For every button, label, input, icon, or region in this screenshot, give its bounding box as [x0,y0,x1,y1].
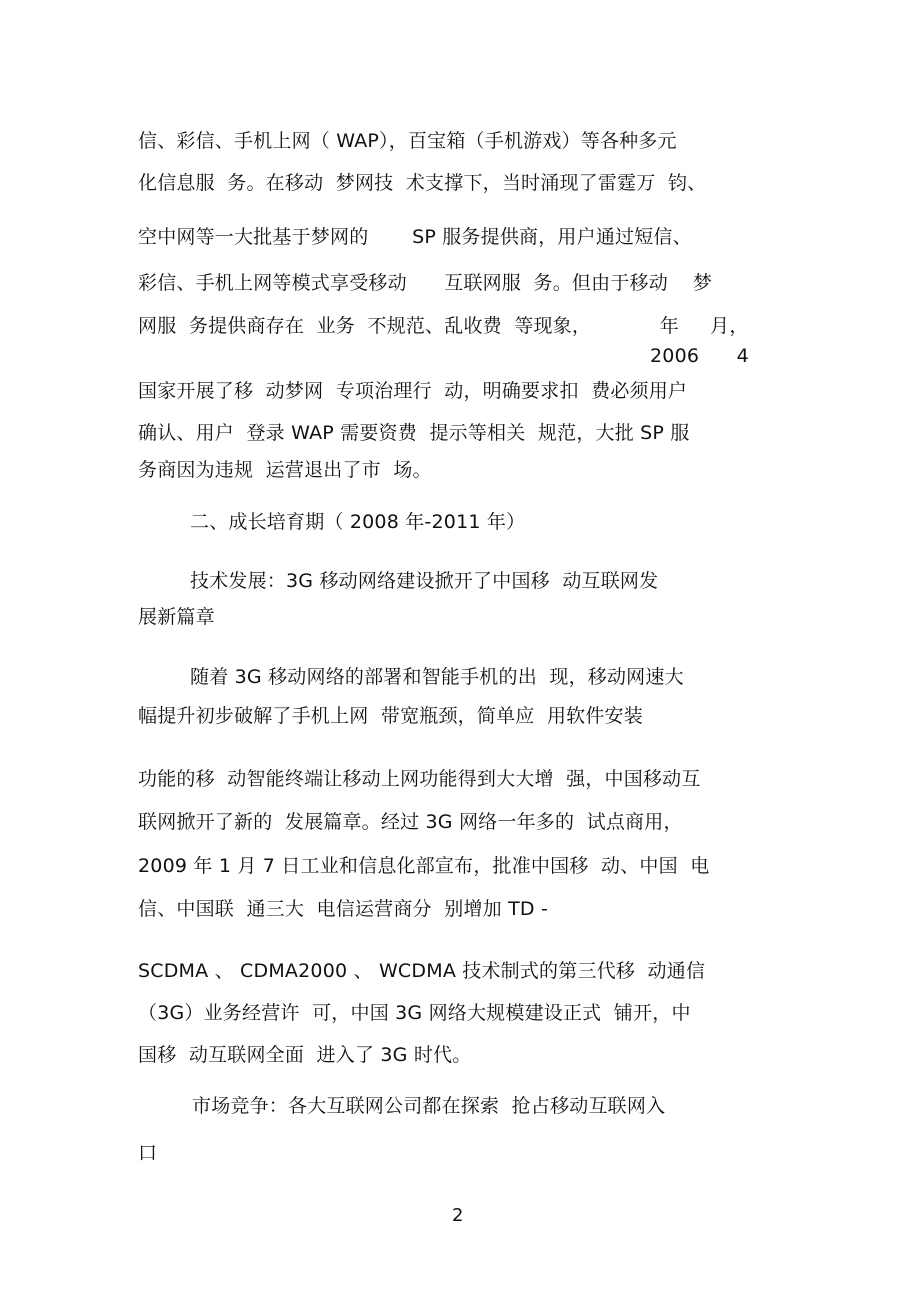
body-text-line: 空中网等一大批基于梦网的 SP 服务提供商，用户通过短信、 [138,226,692,248]
subheading-line: 展新篇章 [138,606,215,628]
page-number: 2 [452,1205,464,1226]
body-text-line: 确认、用户 登录 WAP 需要资费 提示等相关 规范，大批 SP 服 [138,422,690,444]
body-text-line: 国移 动互联网全面 进入了 3G 时代。 [138,1044,472,1066]
body-text-line: 信、中国联 通三大 电信运营商分 别增加 TD - [138,898,549,920]
section-heading: 二、成长培育期（ 2008 年-2011 年） [190,511,526,533]
body-text-line: 信、彩信、手机上网（ WAP），百宝箱（手机游戏）等各种多元 [138,130,677,152]
body-text-line: 务商因为违规 运营退出了市 场。 [138,459,432,481]
body-text-line: （3G）业务经营许 可，中国 3G 网络大规模建设正式 铺开，中 [138,1002,691,1024]
body-text-line: 化信息服 务。在移动 梦网技 术支撑下，当时涌现了雷霆万 钧、 [138,172,707,194]
subheading-line: 口 [138,1142,158,1164]
body-text-line: 幅提升初步破解了手机上网 带宽瓶颈，简单应 用软件安装 [138,705,643,727]
subheading-line: 技术发展：3G 移动网络建设掀开了中国移 动互联网发 [190,570,659,592]
body-text-line: SCDMA 、 CDMA2000 、 WCDMA 技术制式的第三代移 动通信 [138,960,706,982]
body-text-line: 联网掀开了新的 发展篇章。经过 3G 网络一年多的 试点商用， [138,811,683,833]
body-text-line: 随着 3G 移动网络的部署和智能手机的出 现，移动网速大 [190,666,684,688]
body-text-line: 功能的移 动智能终端让移动上网功能得到大大增 强，中国移动互 [138,768,701,790]
body-text-line: 网服 务提供商存在 业务 不规范、乱收费 等现象， 年 月， [138,315,749,337]
body-text-line: 2009 年 1 月 7 日工业和信息化部宣布，批准中国移 动、中国 电 [138,855,710,877]
body-text-line: 2006 4 [650,345,749,367]
body-text-line: 彩信、手机上网等模式享受移动 互联网服 务。但由于移动 梦 [138,272,713,294]
body-text-line: 国家开展了移 动梦网 专项治理行 动，明确要求扣 费必须用户 [138,380,688,402]
subheading-line: 市场竞争：各大互联网公司都在探索 抢占移动互联网入 [192,1095,666,1117]
